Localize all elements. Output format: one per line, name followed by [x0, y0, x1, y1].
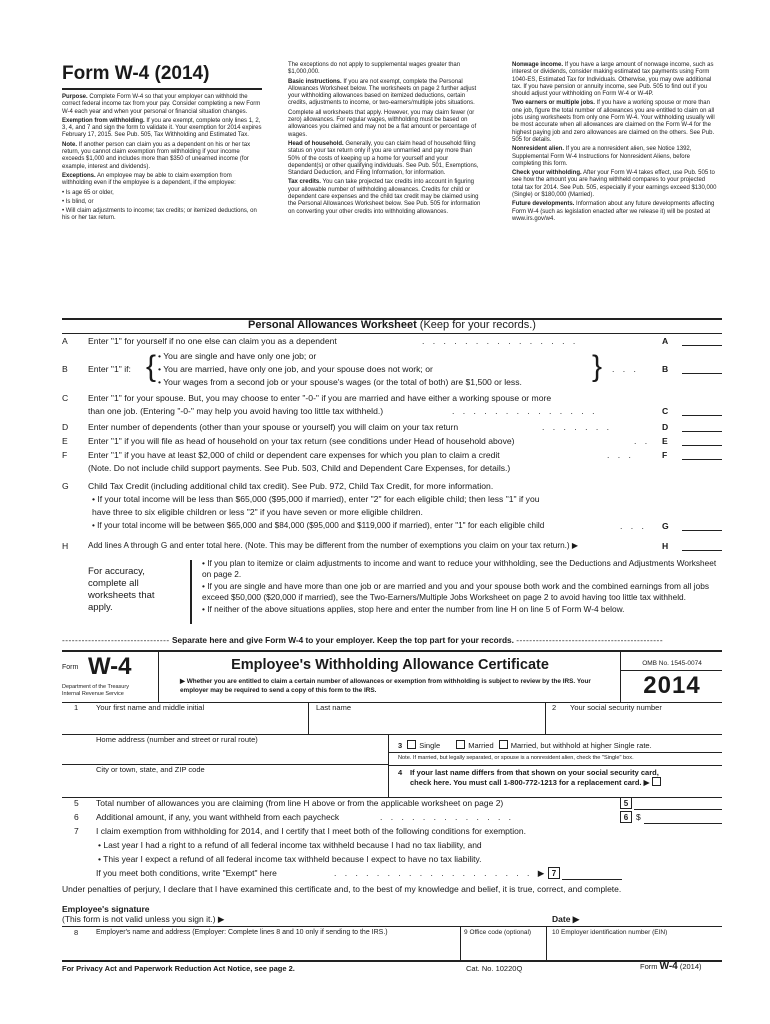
- line-7-number-box: 7: [548, 867, 560, 879]
- cert-department: Department of the Treasury Internal Revenue Service: [62, 684, 129, 697]
- line-letter: G: [62, 481, 69, 491]
- worksheet-line-c: C Enter "1" for your spouse. But, you may choose to enter "-0-" if you are married and have either a working spouse or more than one job. (Entering "-0-" may help you avoid having too little tax withheld.) . . . . . . . . . . . . . . C: [62, 392, 722, 418]
- line-number: 8: [74, 928, 79, 937]
- date-label: Date ▶: [552, 914, 580, 924]
- instruction-paragraph: • Is age 65 or older,: [62, 189, 114, 196]
- line-a-text: Enter "1" for yourself if no one else can claim you as a dependent: [88, 336, 337, 346]
- line-h-field[interactable]: [682, 540, 722, 551]
- line-d-code: D: [662, 422, 669, 432]
- line-6-text: Additional amount, if any, you want withheld from each paycheck: [96, 812, 340, 822]
- line-a-field[interactable]: [682, 335, 722, 346]
- line-g-code: G: [662, 521, 669, 531]
- worksheet-title-rule: [62, 333, 722, 334]
- cert-year: 2014: [643, 672, 701, 699]
- cert-form-number: W-4: [88, 653, 132, 680]
- worksheet-line-g: G Child Tax Credit (including additional child tax credit). See Pub. 972, Child Tax Credit, for more information. • If your total income will be less than $65,000 ($95,000 if married), enter "2" for each eligible child; then less "1" if you have three to six eligible children or less "2" if you have seven or more eligible children. • If your total income will be between $65,000 and $84,000 ($95,000 and $119,000 if married), enter "1" for each eligible child . . . G: [62, 480, 722, 536]
- employer-name-label: Employer's name and address (Employer: Complete lines 8 and 10 only if sending to the IRS.): [96, 929, 388, 936]
- line-e-code: E: [662, 436, 668, 446]
- line-h-text: Add lines A through G and enter total here. (Note. This may be different from the number of exemptions you claim on your tax return.) ▶: [88, 541, 579, 550]
- instruction-paragraph: Purpose. Complete Form W-4 so that your employer can withhold the correct federal income tax from your pay. Consider completing a new Form W-4 each year and when your personal or financial situation changes.: [62, 94, 261, 115]
- cert-subtitle: ▶ Whether you are entitled to claim a certain number of allowances or exemption from withholding is subject to review by the IRS. Your employer may be required to send a copy of this form to the IRS.: [180, 678, 591, 694]
- line-d-field[interactable]: [682, 421, 722, 432]
- accuracy-bullet: • If neither of the above situations applies, stop here and enter the number from line H on line 5 of Form W-4 below.: [202, 604, 625, 614]
- instruction-paragraph: Exemption from withholding. If you are exempt, complete only lines 1, 2, 3, 4, and 7 and sign the form to validate it. Your exemption for 2014 expires February 17, 2015. See Pub. 505, Tax Withholding and Estimated Tax.: [62, 117, 262, 139]
- instruction-paragraph: • Is blind, or: [62, 198, 94, 205]
- worksheet-title: Personal Allowances Worksheet (Keep for your records.): [248, 319, 536, 331]
- line-g-text: • If your total income will be between $65,000 and $84,000 ($95,000 and $119,000 if married), enter "1" for each eligible child: [92, 521, 545, 530]
- line-b-item: • You are single and have only one job; or: [158, 351, 317, 361]
- ein-field[interactable]: [550, 938, 720, 958]
- line-4-text: If your last name differs from that shown on your social security card, check here. You must call 1-800-772-1213 for a replacement card. ▶: [410, 768, 710, 787]
- ssn-field[interactable]: [550, 713, 720, 731]
- line-number: 6: [74, 812, 79, 822]
- accuracy-bullet: • If you plan to itemize or claim adjustments to income and want to reduce your withholding, see the Deductions and Adjustments Worksheet on page 2.: [202, 558, 717, 579]
- line-letter: E: [62, 436, 68, 446]
- instruction-paragraph: Future developments. Information about any future developments affecting Form W-4 (such as legislation enacted after we release it) will be posted at www.irs.gov/w4.: [512, 201, 715, 222]
- married-higher-checkbox[interactable]: [499, 740, 508, 749]
- line-c-field[interactable]: [682, 405, 722, 416]
- line-7-condition: • This year I expect a refund of all federal income tax withheld because I expect to have no tax liability.: [98, 854, 482, 864]
- perjury-statement: Under penalties of perjury, I declare that I have examined this certificate and, to the best of my knowledge and belief, it is true, correct, and complete.: [62, 884, 622, 894]
- line-g-field[interactable]: [682, 520, 722, 531]
- line-c-code: C: [662, 406, 669, 416]
- home-address-field[interactable]: [94, 745, 384, 761]
- line-b-text: Enter "1" if:: [88, 364, 131, 374]
- line-7-field[interactable]: [562, 867, 622, 880]
- line-g-text: • If your total income will be less than $65,000 ($95,000 if married), enter "2" for each eligible child; then less "1" if you: [92, 494, 540, 504]
- line-b-code: B: [662, 364, 669, 374]
- name-differs-checkbox[interactable]: [652, 777, 661, 786]
- line-5-field[interactable]: [634, 797, 722, 810]
- signature-note: (This form is not valid unless you sign it.) ▶: [62, 914, 225, 924]
- dollar-sign: $: [636, 812, 641, 822]
- line-f-text: Enter "1" if you have at least $2,000 of child or dependent care expenses for which you plan to claim a credit: [88, 450, 500, 460]
- signature-label: Employee's signature: [62, 904, 150, 914]
- line-3-filing-status: 3 Single Married Married, but withhold at higher Single rate.: [398, 741, 652, 750]
- instruction-paragraph: Basic instructions. If you are not exempt, complete the Personal Allowances Worksheet below. The worksheets on page 2 further adjust your withholding allowances based on itemized deductions, certain credits, adjustments to income, or two-earners/multiple jobs situations.: [288, 78, 477, 107]
- instruction-paragraph: Complete all worksheets that apply. However, you may claim fewer (or zero) allowances. For regular wages, withholding must be based on allowances you claimed and may not be a flat amount or percentage of wages.: [288, 109, 477, 138]
- line-g-text: have three to six eligible children or less "2" if you have seven or more eligible children.: [92, 507, 423, 517]
- first-name-label: Your first name and middle initial: [96, 703, 205, 712]
- city-label: City or town, state, and ZIP code: [96, 765, 205, 774]
- office-code-field[interactable]: [462, 938, 544, 958]
- line-b-field[interactable]: [682, 363, 722, 374]
- instructions-column-3: [512, 62, 717, 225]
- ein-label: 10 Employer identification number (EIN): [552, 929, 668, 936]
- line-e-field[interactable]: [682, 435, 722, 446]
- worksheet-line-f: F Enter "1" if you have at least $2,000 of child or dependent care expenses for which you plan to claim a credit . . . F (Note. Do not include child support payments. See Pub. 503, Child and Dependent Care Expenses, for details.): [62, 449, 722, 475]
- line-3-note: Note. If married, but legally separated, or spouse is a nonresident alien, check the "Single" box.: [398, 755, 634, 761]
- accuracy-bracket: [190, 560, 192, 624]
- line-number: 4: [398, 768, 403, 777]
- line-6-number-box: 6: [620, 811, 632, 823]
- last-name-label: Last name: [316, 703, 352, 712]
- instruction-paragraph: Two earners or multiple jobs. If you have a working spouse or more than one job, figure the total number of allowances you are entitled to claim on all jobs using worksheets from only one Form W-4. Your withholding usually will be most accurate when all allowances are claimed on the Form W-4 for the highest paying job and zero allowances are claimed on the others. See Pub. 505 for details.: [512, 100, 715, 143]
- line-c-text: than one job. (Entering "-0-" may help you avoid having too little tax withheld.): [88, 406, 384, 416]
- line-letter: F: [62, 450, 68, 460]
- line-d-text: Enter number of dependents (other than your spouse or yourself) you will claim on your tax return: [88, 422, 459, 432]
- instruction-paragraph: Head of household. Generally, you can claim head of household filing status on your tax return only if you are unmarried and pay more than 50% of the costs of keeping up a home for yourself and your dependent(s) or other qualifying individuals. See Pub. 501, Exemptions, Standard Deduction, and Filing Information, for information.: [288, 140, 479, 177]
- instruction-paragraph: Exceptions. An employee may be able to claim exemption from withholding even if the employee is a dependent, if the employee:: [62, 172, 236, 187]
- line-5-text: Total number of allowances you are claiming (from line H above or from the applicable worksheet on page 2): [96, 798, 504, 808]
- instruction-paragraph: Tax credits. You can take projected tax credits into account in figuring your allowable number of withholding allowances. Credits for child or dependent care expenses and the child tax credit may be claimed using the Personal Allowances Worksheet below. See Pub. 505 for information on converting your other credits into withholding allowances.: [288, 179, 481, 215]
- privacy-notice: For Privacy Act and Paperwork Reduction Act Notice, see page 2.: [62, 964, 295, 973]
- line-f-code: F: [662, 450, 668, 460]
- line-7-text: I claim exemption from withholding for 2014, and I certify that I meet both of the following conditions for exemption.: [96, 826, 526, 836]
- city-field[interactable]: [94, 775, 384, 793]
- instructions-column-2: [288, 62, 484, 218]
- first-name-field[interactable]: [94, 713, 306, 731]
- instruction-paragraph: Note. If another person can claim you as a dependent on his or her tax return, you cannot claim exemption from withholding if your income exceeds $1,000 and includes more than $350 of unearned income (for example, interest and dividends).: [62, 141, 251, 170]
- line-h-code: H: [662, 541, 669, 551]
- instruction-paragraph: Nonresident alien. If you are a nonresident alien, see Notice 1392, Supplemental Form W-4 Instructions for Nonresident Aliens, before completing this form.: [512, 146, 692, 167]
- instruction-paragraph: The exceptions do not apply to supplemental wages greater than $1,000,000.: [288, 62, 461, 76]
- line-letter: C: [62, 393, 69, 403]
- home-address-label: Home address (number and street or rural route): [96, 735, 258, 744]
- catalog-number: Cat. No. 10220Q: [466, 964, 523, 973]
- line-f-field[interactable]: [682, 449, 722, 460]
- line-letter: D: [62, 422, 69, 432]
- date-field[interactable]: [590, 905, 720, 923]
- office-code-label: 9 Office code (optional): [464, 929, 532, 936]
- omb-number: OMB No. 1545-0074: [642, 660, 702, 667]
- line-letter: A: [62, 336, 68, 346]
- single-checkbox[interactable]: [407, 740, 416, 749]
- instruction-paragraph: • Will claim adjustments to income; tax credits; or itemized deductions, on his or her tax return.: [62, 208, 257, 222]
- line-letter: H: [62, 541, 69, 551]
- form-title: Form W-4 (2014): [62, 63, 210, 84]
- signature-field[interactable]: [250, 905, 540, 923]
- footer-form-id: Form W-4 (2014): [640, 961, 702, 972]
- line-c-text: Enter "1" for your spouse. But, you may choose to enter "-0-" if you are married and have either a working spouse or more: [88, 393, 552, 403]
- employer-name-field[interactable]: [94, 938, 456, 958]
- separator-line: --------------------------------- Separate here and give Form W-4 to your employer. Keep the top part for your records. ---------------------------------------------: [62, 635, 664, 645]
- accuracy-bullets: [202, 558, 722, 615]
- line-e-text: Enter "1" if you will file as head of household on your tax return (see conditions under Head of household above): [88, 436, 515, 446]
- married-checkbox[interactable]: [456, 740, 465, 749]
- line-letter: B: [62, 364, 68, 374]
- accuracy-label: For accuracy, complete all worksheets that apply.: [88, 566, 155, 613]
- line-7-text: If you meet both conditions, write "Exempt" here: [96, 868, 277, 878]
- title-rule: [62, 88, 262, 90]
- line-number: 2: [552, 703, 557, 712]
- cert-form-label: Form: [62, 664, 79, 671]
- line-6-field[interactable]: [644, 811, 722, 824]
- instruction-paragraph: Check your withholding. After your Form W-4 takes effect, use Pub. 505 to see how the amount you are having withheld compares to your projected total tax for 2014. See Pub. 505, especially if your earnings exceed $130,000 (Single) or $180,000 (Married).: [512, 170, 717, 199]
- line-f-text: (Note. Do not include child support payments. See Pub. 503, Child and Dependent Care Expenses, for details.): [88, 463, 511, 473]
- line-a-code: A: [662, 336, 669, 346]
- line-number: 1: [74, 703, 79, 712]
- ssn-label: Your social security number: [570, 703, 662, 712]
- line-number: 7: [74, 826, 79, 836]
- instruction-paragraph: Nonwage income. If you have a large amount of nonwage income, such as interest or dividends, consider making estimated tax payments using Form 1040-ES, Estimated Tax for Individuals. Otherwise, you may owe additional tax. If you have pension or annuity income, see Pub. 505 to find out if you should adjust your withholding on Form W-4 or W-4P.: [512, 62, 714, 98]
- line-number: 5: [74, 798, 79, 808]
- line-b-item: • Your wages from a second job or your spouse's wages (or the total of both) are $1,500 or less.: [158, 377, 522, 387]
- line-g-text: Child Tax Credit (including additional child tax credit). See Pub. 972, Child Tax Credit, for more information.: [88, 481, 494, 491]
- last-name-field[interactable]: [312, 713, 542, 731]
- worksheet-line-b: B Enter "1" if: { • You are single and have only one job; or • You are married, have only one job, and your spouse does not work; or • Your wages from a second job or your spouse's wages (or the total of both) are $1,500 or less. } . . . B: [62, 350, 722, 390]
- certificate-top-rule: [62, 650, 722, 652]
- line-b-item: • You are married, have only one job, and your spouse does not work; or: [158, 364, 433, 374]
- separator-text: Separate here and give Form W-4 to your employer. Keep the top part for your records.: [172, 635, 514, 645]
- line-7-condition: • Last year I had a right to a refund of all federal income tax withheld because I had no tax liability, and: [98, 840, 482, 850]
- line-5-number-box: 5: [620, 797, 632, 809]
- instructions-column-1: [62, 94, 262, 225]
- cert-title: Employee's Withholding Allowance Certificate: [231, 657, 549, 673]
- accuracy-bullet: • If you are single and have more than one job or are married and you and your spouse both work and the combined earnings from all jobs exceed $50,000 ($20,000 if married), see the Two-Earners/Multiple Jobs Worksheet on page 2 to avoid having too little tax withheld.: [202, 581, 710, 602]
